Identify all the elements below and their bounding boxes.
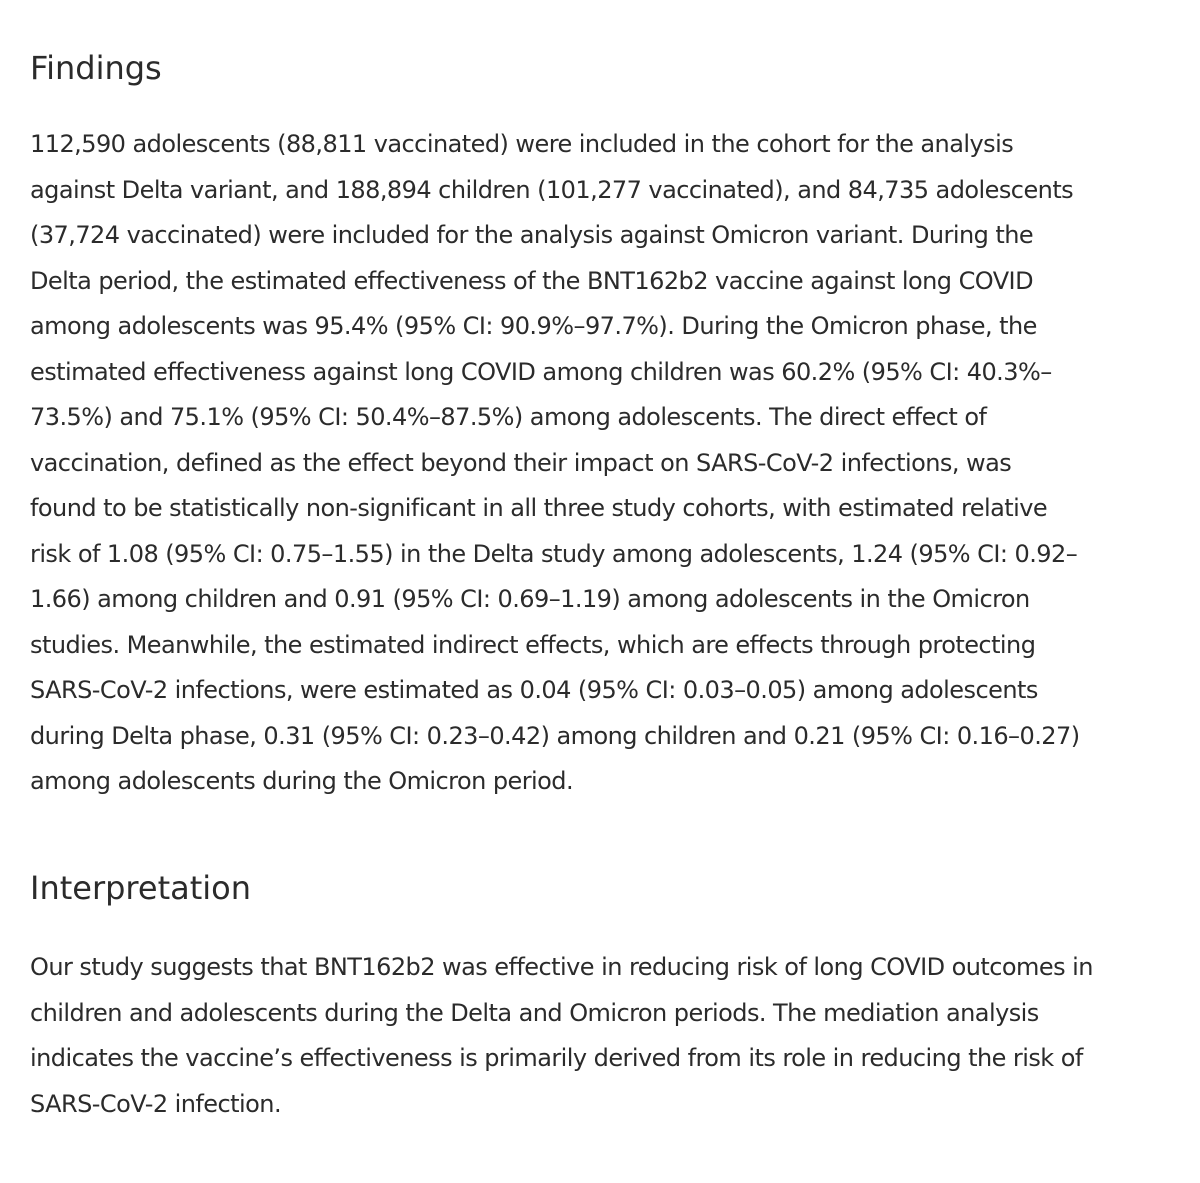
findings-line: 1.66) among children and 0.91 (95% CI: 0.69–1.19) among adolescents in the Omicron bbox=[30, 585, 1030, 613]
findings-line: during Delta phase, 0.31 (95% CI: 0.23–0.42) among children and 0.21 (95% CI: 0.16–0.27) bbox=[30, 721, 1080, 750]
findings-line: 73.5%) and 75.1% (95% CI: 50.4%–87.5%) among adolescents. The direct effect of bbox=[30, 403, 987, 431]
findings-heading: Findings bbox=[30, 49, 162, 87]
findings-line: among adolescents during the Omicron period. bbox=[30, 767, 574, 795]
findings-line: (37,724 vaccinated) were included for the analysis against Omicron variant. During the bbox=[30, 221, 1034, 249]
findings-line: among adolescents was 95.4% (95% CI: 90.9%–97.7%). During the Omicron phase, the bbox=[30, 312, 1037, 340]
findings-line: 112,590 adolescents (88,811 vaccinated) were included in the cohort for the analysis bbox=[30, 130, 1014, 158]
findings-line: found to be statistically non-significant in all three study cohorts, with estimated relative bbox=[30, 494, 1048, 522]
interpretation-paragraph bbox=[30, 945, 1180, 1127]
findings-paragraph bbox=[30, 122, 1180, 805]
findings-line: risk of 1.08 (95% CI: 0.75–1.55) in the Delta study among adolescents, 1.24 (95% CI: 0.92– bbox=[30, 539, 1078, 568]
interpretation-line: children and adolescents during the Delta and Omicron periods. The mediation analysis bbox=[30, 998, 1039, 1027]
findings-line: Delta period, the estimated effectiveness of the BNT162b2 vaccine against long COVID bbox=[30, 266, 1034, 295]
findings-line: against Delta variant, and 188,894 children (101,277 vaccinated), and 84,735 adolescents bbox=[30, 175, 1074, 204]
findings-line: vaccination, defined as the effect beyond their impact on SARS-CoV-2 infections, was bbox=[30, 448, 1012, 477]
interpretation-line: Our study suggests that BNT162b2 was effective in reducing risk of long COVID outcomes in bbox=[30, 953, 1093, 981]
findings-line: estimated effectiveness against long COVID among children was 60.2% (95% CI: 40.3%– bbox=[30, 357, 1052, 386]
findings-line: studies. Meanwhile, the estimated indirect effects, which are effects through protecting bbox=[30, 630, 1036, 659]
findings-line: SARS-CoV-2 infections, were estimated as 0.04 (95% CI: 0.03–0.05) among adolescents bbox=[30, 676, 1038, 704]
interpretation-line: indicates the vaccine’s effectiveness is primarily derived from its role in reducing the risk of bbox=[30, 1044, 1083, 1072]
interpretation-line: SARS-CoV-2 infection. bbox=[30, 1089, 282, 1118]
interpretation-heading: Interpretation bbox=[30, 869, 252, 907]
